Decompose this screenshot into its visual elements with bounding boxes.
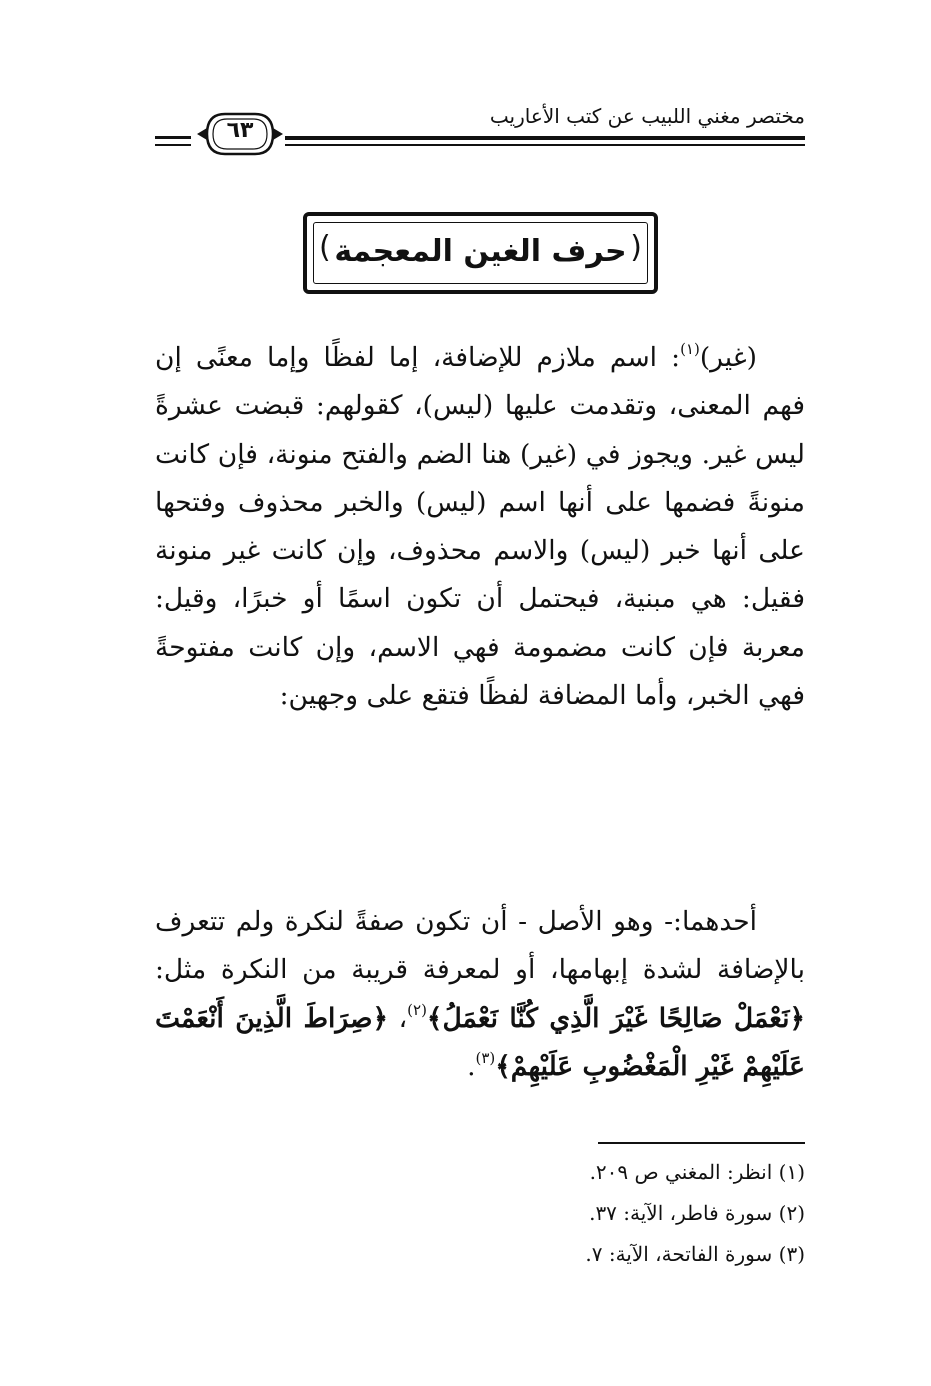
header-rule-left-thin xyxy=(155,144,191,146)
footnote-ref-2: (٢) xyxy=(407,1000,427,1019)
page-number: ٦٣ xyxy=(226,118,254,143)
paragraph-1-text: : اسم ملازم للإضافة، إما لفظًا وإما معنًى إن فهم المعنى، وتقدمت عليها (ليس)، كقولهم: قبضت عشرةً ليس غير. ويجوز في (غير) هنا الضم والفتح منونة، فإن كانت منونةً فضمها على أنها اسم (ليس) والخبر محذوف وفتحها على أنها خبر (ليس) والاسم محذوف، وإن كانت غير منونة فقيل: هي مبنية، فيحتمل أن تكون اسمًا أو خبرًا، وقيل: معربة فإن كانت مضمومة فهي الاسم، وإن كانت مفتوحةً فهي الخبر، وأما المضافة لفظًا فتقع على وجهين: xyxy=(155,342,805,712)
separator-comma: ، xyxy=(398,1002,408,1034)
header-rule-thick xyxy=(285,136,805,140)
section-title: حرف الغين المعجمة xyxy=(334,234,627,269)
heading-bracket-right: ) xyxy=(630,230,642,265)
footnote-separator xyxy=(598,1142,805,1144)
footnote-2: (٢) سورة فاطر، الآية: ٣٧. xyxy=(589,1201,805,1225)
paragraph-2-text: أحدهما:- وهو الأصل - أن تكون صفةً لنكرة ولم تتعرف بالإضافة لشدة إبهامها، أو لمعرفة قريبة من النكرة مثل: xyxy=(155,906,805,986)
term-ghayr: (غير) xyxy=(699,342,757,373)
footnote-ref-1: (١) xyxy=(680,340,700,358)
heading-bracket-left: ( xyxy=(319,230,331,265)
end-period: . xyxy=(467,1050,476,1082)
header-rule-left-thick xyxy=(155,136,191,139)
header-rule-thin xyxy=(285,144,805,146)
footnotes xyxy=(405,1152,805,1275)
page-number-ornament xyxy=(195,108,285,160)
page-header xyxy=(155,100,805,170)
quran-verse-2: ﴿صِرَاطَ الَّذِينَ أَنْعَمْتَ عَلَيْهِمْ غَيْرِ الْمَغْضُوبِ عَلَيْهِمْ﴾ xyxy=(155,1002,805,1082)
footnote-ref-3: (٣) xyxy=(475,1048,496,1067)
quran-verse-1: ﴿نَعْمَلْ صَالِحًا غَيْرَ الَّذِي كُنَّا نَعْمَلُ﴾ xyxy=(426,1002,805,1034)
footnote-1: (١) انظر: المغني ص ٢٠٩. xyxy=(589,1160,805,1184)
footnote-3: (٣) سورة الفاتحة، الآية: ٧. xyxy=(585,1242,805,1266)
running-title: مختصر مغني اللبيب عن كتب الأعاريب xyxy=(489,104,805,128)
section-heading-box xyxy=(303,212,658,294)
paragraph-ghayr xyxy=(155,334,805,720)
paragraph-first-case xyxy=(155,898,805,1091)
